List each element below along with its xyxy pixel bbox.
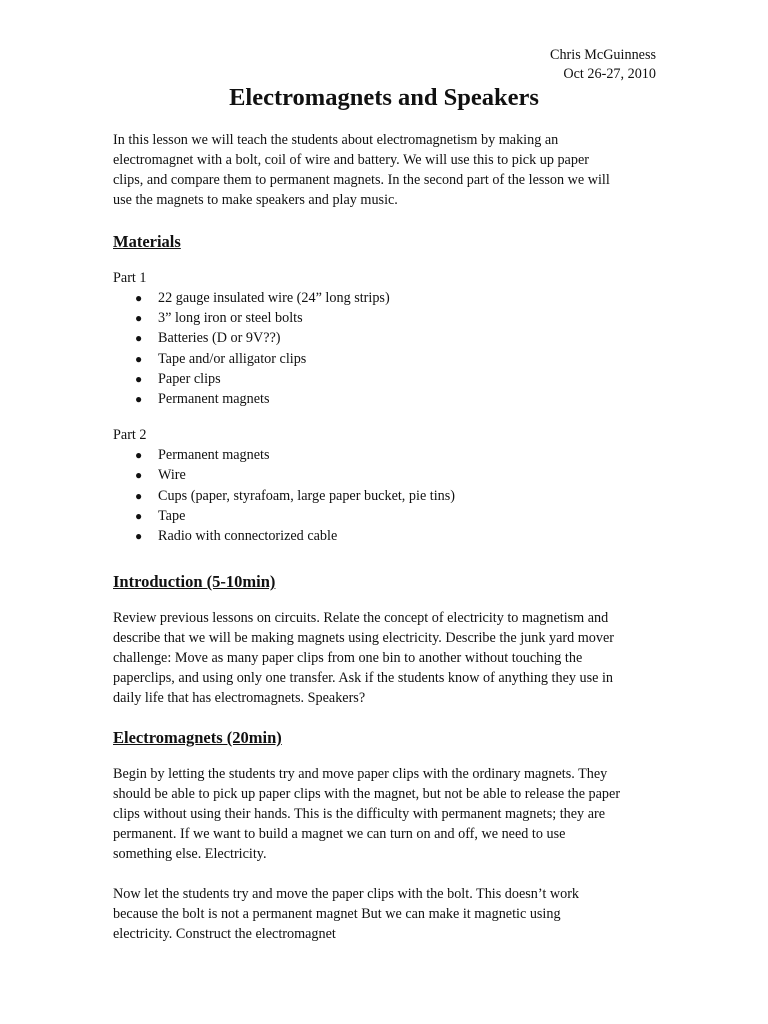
introduction-line: paperclips, and using only one transfer. Ask if the students know of anything they use in: [113, 670, 614, 687]
introduction-paragraph: [113, 608, 658, 708]
bullet-icon: ●: [135, 508, 143, 523]
electromagnets-line: clips without using their hands. This is the difficulty with permanent magnets; they are: [113, 806, 606, 823]
document-date: Oct 26-27, 2010: [563, 66, 656, 82]
document-body: [113, 130, 658, 964]
bullet-icon: ●: [135, 488, 143, 503]
list-item: ● 3” long iron or steel bolts: [113, 308, 658, 328]
electromagnets-paragraph-2: [113, 884, 658, 944]
electromagnets-line: because the bolt is not a permanent magnet But we can make it magnetic using: [113, 906, 561, 923]
author-name: Chris McGuinness: [549, 47, 656, 63]
introduction-line: daily life that has electromagnets. Speakers?: [113, 690, 366, 707]
header-meta: [550, 46, 656, 84]
list-item: ● Cups (paper, styrafoam, large paper bucket, pie tins): [113, 486, 658, 506]
list-item: ● Tape and/or alligator clips: [113, 349, 658, 369]
document-title: Electromagnets and Speakers: [229, 84, 539, 111]
electromagnets-line: electricity. Construct the electromagnet: [113, 926, 336, 943]
list-item: ● Tape: [113, 506, 658, 526]
intro-line: clips, and compare them to permanent magnets. In the second part of the lesson we will: [113, 172, 610, 188]
bullet-icon: ●: [135, 448, 143, 463]
bullet-icon: ●: [135, 311, 143, 326]
bullet-icon: ●: [135, 468, 143, 483]
electromagnets-line: should be able to pick up paper clips with the magnet, but not be able to release the paper: [113, 786, 621, 803]
list-item: ● Permanent magnets: [113, 445, 658, 465]
part2-label: Part 2: [113, 427, 147, 444]
list-item: ● Permanent magnets: [113, 389, 658, 409]
introduction-line: challenge: Move as many paper clips from one bin to another without touching the: [113, 650, 583, 667]
electromagnets-paragraph-1: [113, 764, 658, 864]
introduction-heading: Introduction (5-10min): [113, 572, 276, 592]
part2-list: [113, 445, 658, 546]
list-item: ● Wire: [113, 465, 658, 485]
intro-line: electromagnet with a bolt, coil of wire and battery. We will use this to pick up paper: [113, 152, 589, 168]
intro-paragraph: [113, 130, 658, 210]
part1-list: [113, 288, 658, 409]
bullet-icon: ●: [135, 331, 143, 346]
electromagnets-line: something else. Electricity.: [113, 846, 267, 863]
bullet-icon: ●: [135, 291, 143, 305]
bullet-icon: ●: [135, 529, 143, 544]
list-item: ● Batteries (D or 9V??): [113, 328, 658, 348]
intro-line: use the magnets to make speakers and play music.: [113, 192, 398, 208]
intro-line: In this lesson we will teach the students about electromagnetism by making an: [113, 132, 559, 148]
electromagnets-line: permanent. If we want to build a magnet we can turn on and off, we need to use: [113, 826, 566, 843]
list-item: ● 22 gauge insulated wire (24” long strips): [113, 288, 658, 308]
electromagnets-heading: Electromagnets (20min): [113, 728, 282, 748]
introduction-line: describe that we will be making magnets using electricity. Describe the junk yard mover: [113, 630, 615, 647]
bullet-icon: ●: [135, 351, 143, 366]
electromagnets-line: Now let the students try and move the paper clips with the bolt. This doesn’t work: [113, 886, 580, 903]
bullet-icon: ●: [135, 392, 143, 407]
list-item: ● Radio with connectorized cable: [113, 526, 658, 546]
part1-label: Part 1: [113, 270, 147, 286]
bullet-icon: ●: [135, 371, 143, 386]
materials-heading: Materials: [113, 232, 181, 251]
electromagnets-line: Begin by letting the students try and move paper clips with the ordinary magnets. They: [113, 766, 608, 783]
list-item: ● Paper clips: [113, 369, 658, 389]
introduction-line: Review previous lessons on circuits. Relate the concept of electricity to magnetism and: [113, 610, 609, 627]
